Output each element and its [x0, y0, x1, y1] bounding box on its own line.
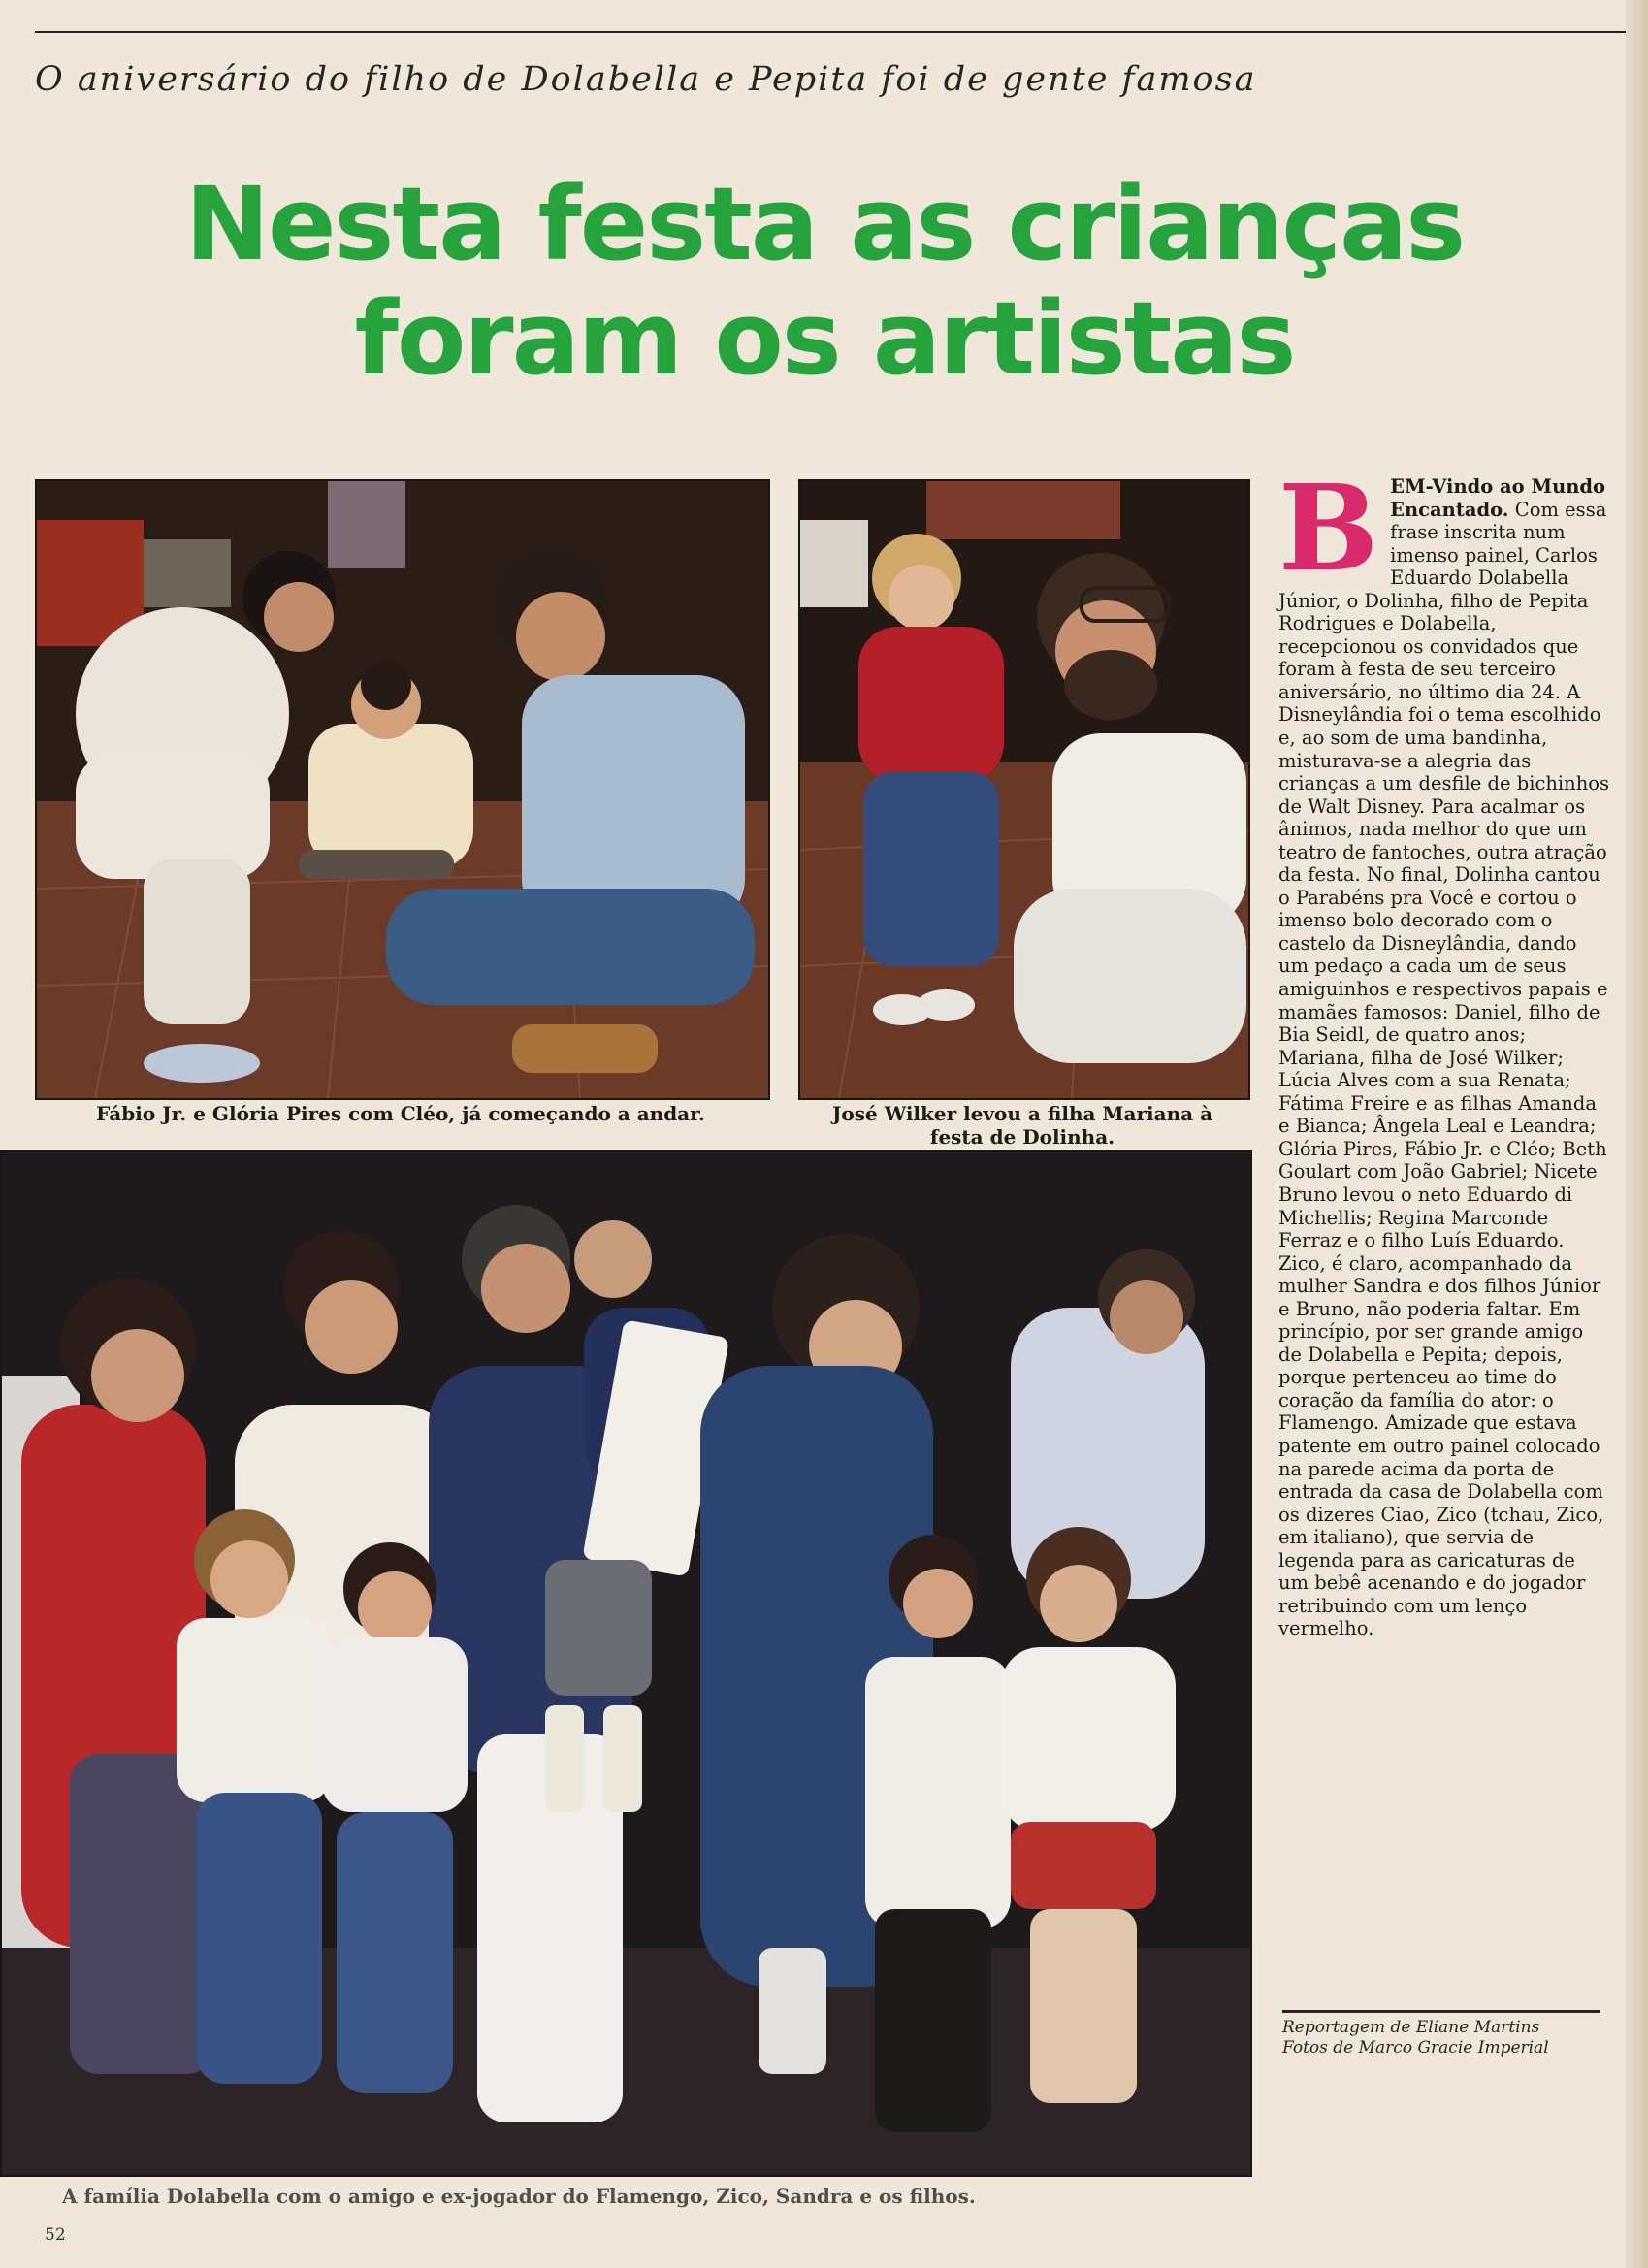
photo-fabio-gloria-image [37, 481, 768, 1098]
headline-line-1: Nesta festa as crianças [184, 165, 1465, 283]
headline [145, 167, 1503, 396]
kicker: O aniversário do filho de Dolabella e Pepita foi de gente famosa [35, 60, 1257, 99]
caption-fabio-gloria: Fábio Jr. e Glória Pires com Cléo, já começando a andar. [96, 1102, 705, 1125]
photo-jose-wilker-image [800, 481, 1248, 1098]
article-body [1278, 458, 1610, 1640]
caption-familia-dolabella: A família Dolabella com o amigo e ex-jogador do Flamengo, Zico, Sandra e os filhos. [62, 2185, 976, 2208]
caption-jose-wilker: José Wilker levou a filha Mariana à festa de Dolinha. [831, 1102, 1213, 1149]
article-lead: EM-Vindo ao Mundo Encantado. [1390, 475, 1606, 521]
photo-familia-dolabella [0, 1150, 1252, 2177]
credit-reporter: Reportagem de Eliane Martins [1282, 2018, 1540, 2037]
credits [1282, 2018, 1602, 2058]
credits-rule [1282, 2010, 1600, 2013]
headline-line-2: foram os artistas [354, 279, 1295, 398]
photo-fabio-gloria [35, 479, 770, 1100]
page-number: 52 [45, 2225, 66, 2245]
page-edge-shadow [1626, 0, 1648, 2268]
photo-jose-wilker [798, 479, 1250, 1100]
top-rule [35, 31, 1626, 33]
photo-familia-dolabella-image [2, 1152, 1250, 2175]
credit-photos: Fotos de Marco Gracie Imperial [1282, 2038, 1549, 2057]
drop-cap: B [1278, 458, 1379, 598]
article-text: Com essa frase inscrita num imenso painel, Carlos Eduardo Dolabella Júnior, o Dolinha, filho de Pepita Rodrigues e Dolabella, recepcionou os convidados que foram à festa de seu terceiro aniversário, no último dia 24. A Disneylândia foi o tema escolhido e, ao som de uma bandinha, misturava-se a alegria das crianças a um desfile de bichinhos de Walt Disney. Para acalmar os ânimos, nada melhor do que um teatro de fantoches, outra atração da festa. No final, Dolinha cantou o Parabéns pra Você e cortou o imenso bolo decorado com o castelo da Disneylândia, dando um pedaço a cada um de seus amiguinhos e respectivos papais e mamães famosos: Daniel, filho de Bia Seidl, de quatro anos; Mariana, filha de José Wilker; Lúcia Alves com a sua Renata; Fátima Freire e as filhas Amanda e Bianca; Ângela Leal e Leandra; Glória Pires, Fábio Jr. e Cléo; Beth Goulart com João Gabriel; Nicete Bruno levou o neto Eduardo di Michellis; Regina Marconde Ferraz e o filho Luís Eduardo. Zico, é claro, acompanhado da mulher Sandra e dos filhos Júnior e Bruno, não poderia faltar. Em princípio, por ser grande amigo de Dolabella e Pepita; depois, porque pertenceu ao time do coração da família do ator: o Flamengo. Amizade que estava patente em outro painel colocado na parede acima da porta de entrada da casa de Dolabella com os dizeres Ciao, Zico (tchau, Zico, em italiano), que servia de legenda para as caricaturas de um bebê acenando e do jogador retribuindo com um lenço vermelho. [1278, 498, 1610, 1640]
